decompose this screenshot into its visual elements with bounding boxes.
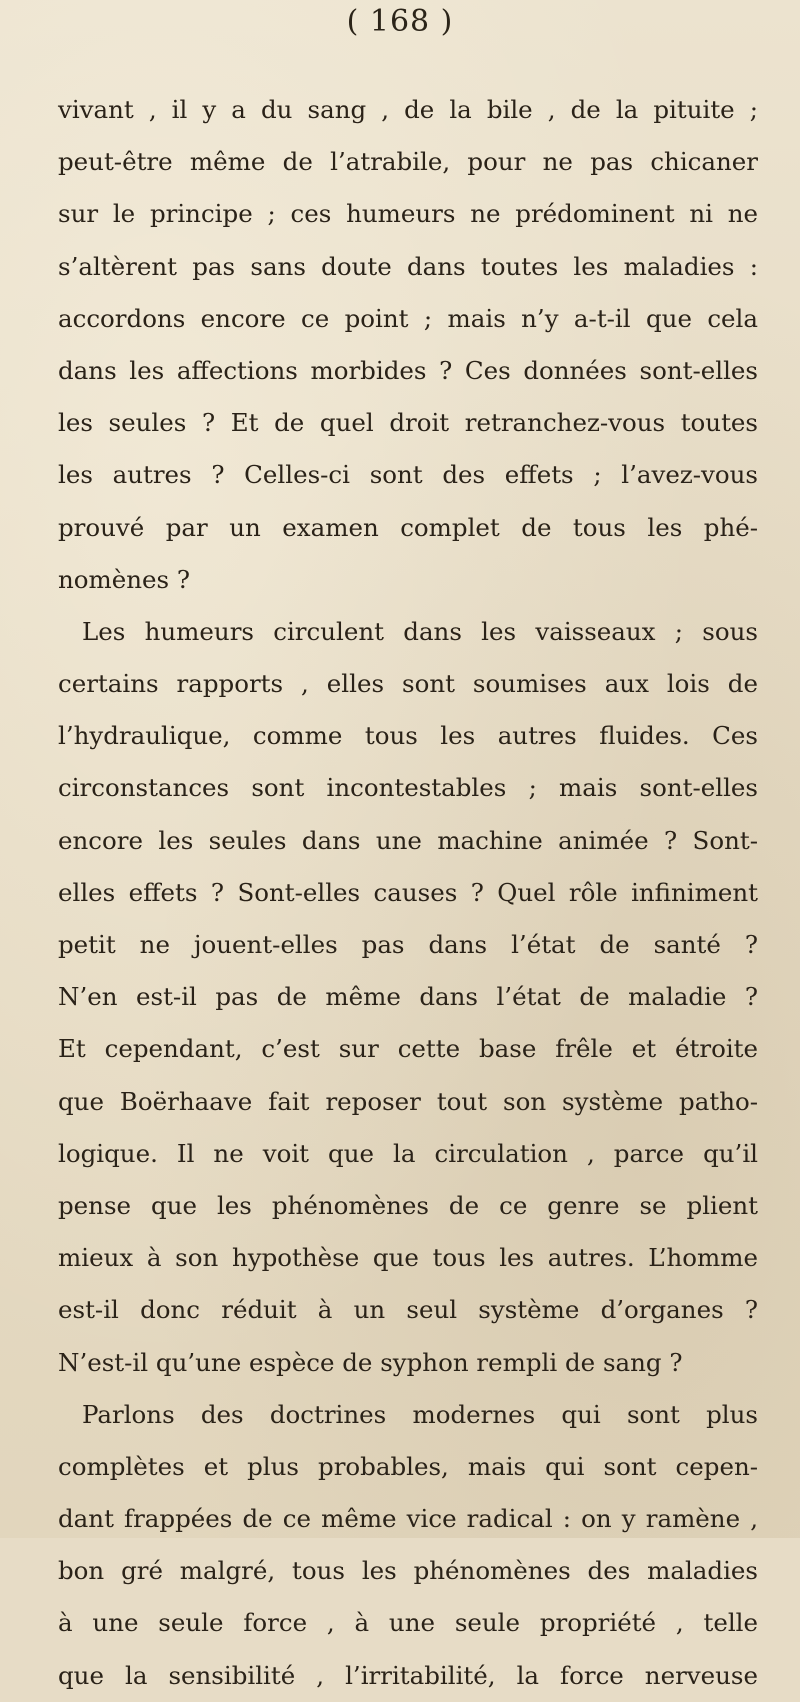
body-text xyxy=(58,84,758,1702)
page-number: ( 168 ) xyxy=(346,4,454,39)
text-line: les seules ? Et de quel droit retranchez-vous toutes xyxy=(58,408,758,438)
text-line: que Boërhaave fait reposer tout son système patho- xyxy=(58,1086,758,1116)
text-line: encore les seules dans une machine animée ? Sont- xyxy=(58,825,758,855)
text-line: l’hydraulique, comme tous les autres fluides. Ces xyxy=(58,721,758,751)
text-line: prouvé par un examen complet de tous les phé- xyxy=(58,512,758,542)
text-line: accordons encore ce point ; mais n’y a-t-il que cela xyxy=(58,303,758,333)
text-line: s’altèrent pas sans doute dans toutes les maladies : xyxy=(58,251,758,281)
text-line: bon gré malgré, tous les phénomènes des maladies xyxy=(58,1556,758,1586)
text-line: logique. Il ne voit que la circulation , parce qu’il xyxy=(58,1138,758,1168)
text-line: vivant , il y a du sang , de la bile , de la pituite ; xyxy=(58,95,758,124)
text-line: pense que les phénomènes de ce genre se plient xyxy=(58,1190,758,1220)
text-line: circonstances sont incontestables ; mais sont-elles xyxy=(58,773,758,803)
text-line: mieux à son hypothèse que tous les autres. L’homme xyxy=(58,1243,758,1273)
text-line: Parlons des doctrines modernes qui sont plus xyxy=(82,1399,758,1429)
text-line: complètes et plus probables, mais qui sont cepen- xyxy=(58,1451,758,1481)
text-line: que la sensibilité , l’irritabilité, la force nerveuse xyxy=(58,1660,758,1690)
text-line: petit ne jouent-elles pas dans l’état de santé ? xyxy=(58,930,758,959)
text-line: N’est-il qu’une espèce de syphon rempli de sang ? xyxy=(58,1347,683,1377)
text-line: est-il donc réduit à un seul système d’organes ? xyxy=(58,1295,758,1325)
text-line: sur le principe ; ces humeurs ne prédominent ni ne xyxy=(58,199,758,229)
text-line: les autres ? Celles-ci sont des effets ; l’avez-vous xyxy=(58,460,758,490)
text-line: dans les affections morbides ? Ces données sont-elles xyxy=(58,355,758,385)
text-line: dant frappées de ce même vice radical : on y ramène , xyxy=(58,1504,758,1534)
text-line: certains rapports , elles sont soumises aux lois de xyxy=(58,669,758,699)
text-line: à une seule force , à une seule propriété , telle xyxy=(58,1608,758,1638)
text-line: Et cependant, c’est sur cette base frêle et étroite xyxy=(58,1034,758,1064)
text-line: nomènes ? xyxy=(58,564,191,594)
text-line: N’en est-il pas de même dans l’état de maladie ? xyxy=(58,982,758,1012)
text-line: elles effets ? Sont-elles causes ? Quel rôle infiniment xyxy=(58,877,758,907)
text-line: Les humeurs circulent dans les vaisseaux ; sous xyxy=(82,616,758,646)
text-line: peut-être même de l’atrabile, pour ne pas chicaner xyxy=(58,147,758,177)
